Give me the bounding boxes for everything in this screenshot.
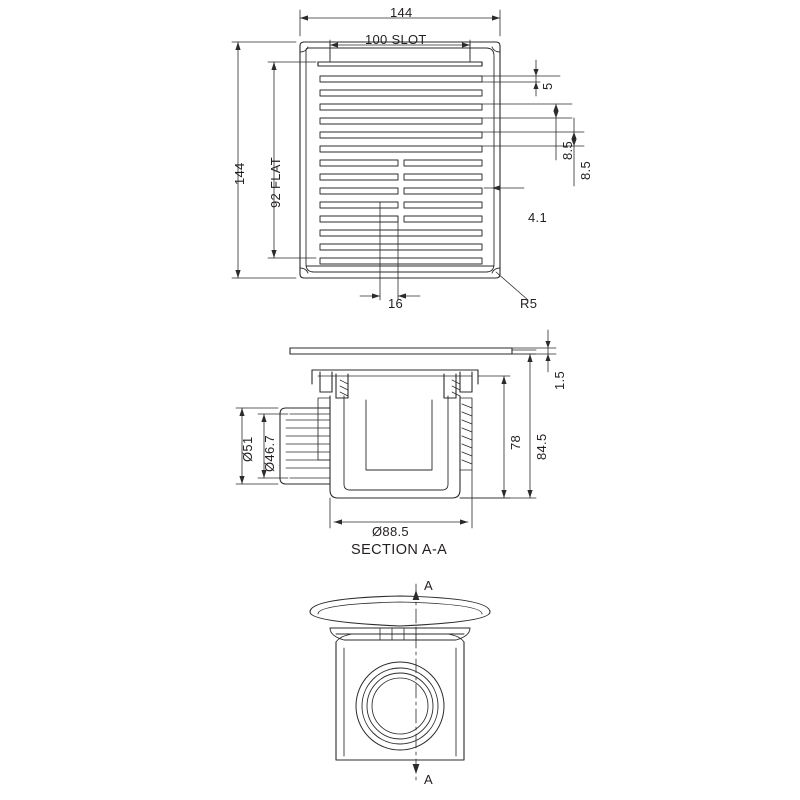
dim-label-height-144: 144 [232,162,247,185]
dim-label-thickness-41: 4.1 [528,210,547,225]
dim-label-slot-width-16: 16 [388,296,404,311]
dim-label-gap-85-a: 8.5 [560,141,575,160]
section-view [280,348,536,498]
dim-label-flat-92: 92 FLAT [268,157,283,208]
dim-label-height-78: 78 [508,434,523,450]
dim-label-gap-85-b: 8.5 [578,161,593,180]
dim-label-gap-5: 5 [540,82,555,90]
section-mark-label-bottom: A [424,772,433,787]
dim-label-flange-15: 1.5 [552,371,567,390]
dim-label-width-144: 144 [390,5,413,20]
dim-label-dia-51: Ø51 [240,436,255,462]
dim-label-slot-100: 100 SLOT [365,32,427,47]
dim-label-dia-467: Ø46.7 [262,435,277,472]
section-caption: SECTION A-A [351,542,448,558]
dim-label-radius-r5: R5 [520,296,538,311]
dim-label-dia-885: Ø88.5 [372,524,409,539]
front-view [310,596,490,760]
top-view-dimensions [232,10,584,300]
section-mark-label-top: A [424,578,433,593]
dim-label-height-845: 84.5 [534,433,549,460]
top-view-grate [300,42,500,278]
